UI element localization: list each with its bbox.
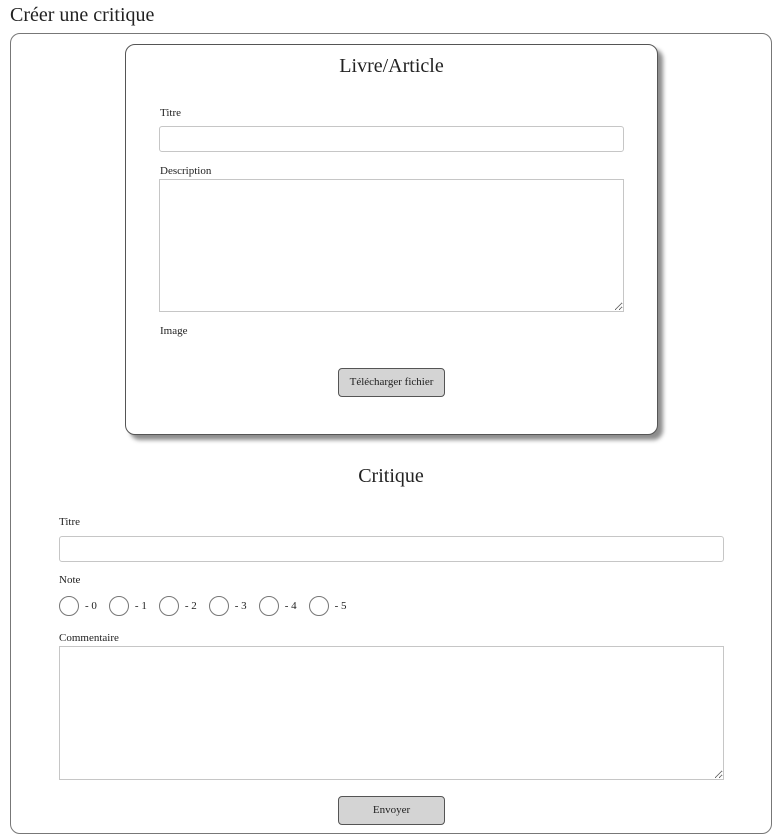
rating-options xyxy=(59,595,359,617)
rating-radio-3[interactable] xyxy=(209,596,229,616)
review-title-input[interactable] xyxy=(59,536,724,562)
upload-file-button[interactable]: Télécharger fichier xyxy=(338,368,445,397)
rating-option-2[interactable] xyxy=(159,596,197,616)
book-description-textarea[interactable] xyxy=(159,179,624,312)
rating-option-4[interactable] xyxy=(259,596,297,616)
comment-label: Commentaire xyxy=(59,632,119,644)
review-title-label: Titre xyxy=(59,516,80,528)
rating-option-0[interactable] xyxy=(59,596,97,616)
book-title-label: Titre xyxy=(160,107,181,119)
page-title: Créer une critique xyxy=(10,4,155,26)
rating-option-label: - 2 xyxy=(184,600,197,612)
book-image-label: Image xyxy=(160,325,188,337)
book-description-label: Description xyxy=(160,165,212,177)
book-title-input[interactable] xyxy=(159,126,624,152)
rating-option-label: - 5 xyxy=(334,600,347,612)
submit-button[interactable]: Envoyer xyxy=(338,796,445,825)
rating-radio-2[interactable] xyxy=(159,596,179,616)
rating-label: Note xyxy=(59,574,81,586)
rating-option-5[interactable] xyxy=(309,596,347,616)
rating-option-3[interactable] xyxy=(209,596,247,616)
rating-option-label: - 0 xyxy=(85,600,97,612)
comment-textarea[interactable] xyxy=(59,646,724,780)
rating-radio-1[interactable] xyxy=(109,596,129,616)
rating-option-label: - 4 xyxy=(284,600,297,612)
review-section-title: Critique xyxy=(358,465,424,487)
rating-radio-5[interactable] xyxy=(309,596,329,616)
rating-option-label: - 3 xyxy=(234,600,247,612)
rating-radio-0[interactable] xyxy=(59,596,79,616)
rating-option-label: - 1 xyxy=(134,600,147,612)
book-section-title: Livre/Article xyxy=(339,55,444,77)
rating-option-1[interactable] xyxy=(109,596,147,616)
rating-radio-4[interactable] xyxy=(259,596,279,616)
